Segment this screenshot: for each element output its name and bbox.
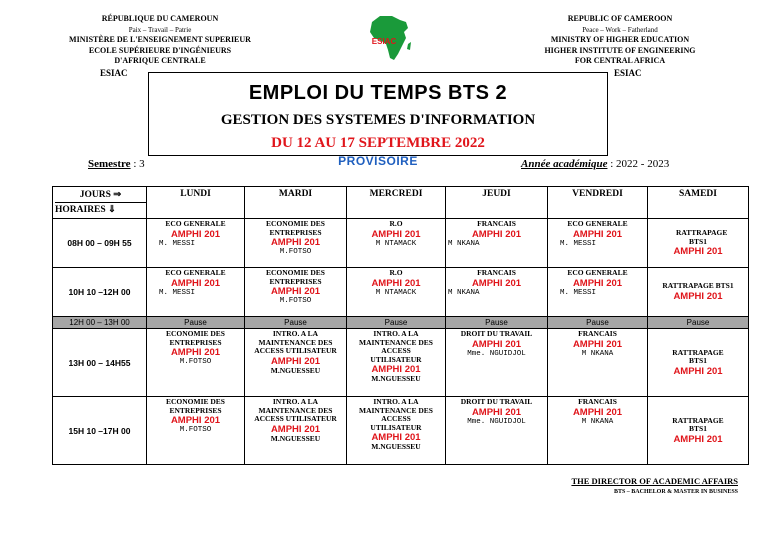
course-teacher: M.FOTSO	[179, 426, 212, 434]
course-subject: R.O	[389, 219, 403, 228]
time-cell: 08H 00 – 09H 55	[53, 219, 147, 268]
course-teacher: M.NGUESSEU	[371, 374, 421, 383]
pause-cell: Pause	[147, 317, 245, 329]
course-room: AMPHI 201	[371, 228, 421, 240]
esiac-logo	[362, 12, 418, 64]
course-room: AMPHI 201	[673, 290, 723, 302]
course-cell	[147, 268, 245, 317]
time-cell: 10H 10 –12H 00	[53, 268, 147, 317]
day-header: MERCREDI	[347, 187, 446, 219]
course-cell	[347, 268, 446, 317]
course-cell	[648, 397, 749, 465]
course-teacher: Mme. NGUIDJOL	[467, 417, 526, 426]
course-room: AMPHI 201	[572, 406, 623, 418]
africa-map-icon	[362, 12, 418, 64]
course-subject: ECONOMIE DES ENTREPRISES	[266, 268, 325, 286]
pause-cell: Pause	[245, 317, 347, 329]
course-teacher: M.FOTSO	[279, 297, 312, 305]
course-subject: RATTRAPAGE BTS1	[676, 228, 728, 246]
pause-cell: Pause	[347, 317, 446, 329]
course-cell	[245, 397, 347, 465]
day-header: MARDI	[245, 187, 347, 219]
course-subject: ECO GENERALE	[165, 219, 226, 228]
pause-cell: Pause	[648, 317, 749, 329]
course-teacher: M.NGUESSEU	[371, 442, 421, 451]
course-subject: ECO GENERALE	[567, 219, 628, 228]
course-subject: INTRO. A LA MAINTENANCE DES ACCESS UTILISATEUR	[254, 397, 337, 423]
director-signature: THE DIRECTOR OF ACADEMIC AFFAIRS	[571, 476, 738, 486]
annee-academique	[521, 158, 669, 170]
header-right-acronym: ESIAC	[614, 68, 642, 78]
course-cell	[147, 329, 245, 397]
course-teacher: M NKANA	[448, 239, 480, 248]
course-cell	[347, 397, 446, 465]
course-cell	[347, 219, 446, 268]
course-cell	[548, 268, 648, 317]
table-header-row	[53, 187, 749, 219]
header-right-motto: Peace – Work – Fatherland	[582, 25, 658, 34]
course-room: AMPHI 201	[471, 406, 522, 418]
status-label: PROVISOIRE	[338, 154, 418, 168]
course-room: AMPHI 201	[673, 246, 723, 257]
course-cell	[548, 329, 648, 397]
day-header: LUNDI	[147, 187, 245, 219]
course-subject: INTRO. A LA MAINTENANCE DES ACCESS UTILISATEUR	[359, 329, 433, 364]
course-cell	[245, 329, 347, 397]
course-subject: ECO GENERALE	[567, 268, 628, 277]
course-subject: ECONOMIE DES ENTREPRISES	[266, 219, 325, 237]
course-cell	[446, 219, 548, 268]
pause-cell: Pause	[446, 317, 548, 329]
semestre-label: Semestre	[88, 158, 131, 170]
course-room: AMPHI 201	[170, 228, 221, 240]
semestre	[88, 158, 145, 170]
course-teacher: M NKANA	[581, 349, 614, 358]
header-left-school2: D'AFRIQUE CENTRALE	[114, 56, 206, 65]
course-teacher: M.NGUESSEU	[270, 365, 321, 375]
course-room: AMPHI 201	[471, 338, 522, 350]
course-cell	[446, 268, 548, 317]
course-cell	[446, 397, 548, 465]
course-room: AMPHI 201	[673, 365, 723, 377]
course-room: AMPHI 201	[371, 432, 421, 443]
corner-cell	[53, 187, 147, 219]
day-header: VENDREDI	[548, 187, 648, 219]
table-row	[53, 329, 749, 397]
header-left-acronym: ESIAC	[100, 68, 128, 78]
course-teacher: Mme. NGUIDJOL	[467, 349, 526, 358]
course-room: AMPHI 201	[170, 347, 221, 358]
course-subject: FRANCAIS	[477, 219, 516, 228]
time-cell: 15H 10 –17H 00	[53, 397, 147, 465]
director-tagline: BTS – BACHELOR & MASTER IN BUSINESS	[613, 489, 738, 495]
course-cell	[548, 219, 648, 268]
table-row	[53, 397, 749, 465]
course-cell	[245, 219, 347, 268]
timetable	[52, 186, 749, 465]
header-left-school1: ECOLE SUPÉRIEURE D'INGÉNIEURS	[88, 45, 232, 55]
course-cell	[648, 219, 749, 268]
course-teacher: M.FOTSO	[279, 248, 312, 256]
day-header: SAMEDI	[648, 187, 749, 219]
course-cell	[648, 329, 749, 397]
course-cell	[245, 268, 347, 317]
course-room: AMPHI 201	[270, 237, 321, 248]
course-room: AMPHI 201	[471, 277, 522, 289]
header-right-ministry: MINISTRY OF HIGHER EDUCATION	[550, 35, 690, 44]
course-cell	[147, 219, 245, 268]
corner-days: JOURS ⇒	[55, 188, 146, 203]
header-right	[520, 14, 720, 67]
course-teacher: M. MESSI	[560, 288, 597, 297]
course-subject: INTRO. A LA MAINTENANCE DES ACCESS UTILISATEUR	[359, 397, 433, 432]
day-header: JEUDI	[446, 187, 548, 219]
course-room: AMPHI 201	[371, 277, 421, 289]
course-subject: RATTRAPAGE BTS1	[672, 347, 724, 365]
time-cell: 12H 00 – 13H 00	[53, 317, 147, 329]
course-subject: FRANCAIS	[578, 329, 617, 338]
course-teacher: M.FOTSO	[179, 358, 212, 366]
course-subject: ECO GENERALE	[165, 268, 226, 277]
header-left-country: RÉPUBLIQUE DU CAMEROUN	[101, 14, 219, 23]
date-range: DU 12 AU 17 SEPTEMBRE 2022	[271, 135, 485, 151]
course-subject: FRANCAIS	[477, 268, 516, 277]
course-subject: FRANCAIS	[578, 397, 617, 406]
course-room: AMPHI 201	[572, 277, 623, 289]
header-right-school2: FOR CENTRAL AFRICA	[574, 56, 666, 65]
pause-row	[53, 317, 749, 329]
course-room: AMPHI 201	[170, 415, 221, 426]
course-cell	[446, 329, 548, 397]
course-room: AMPHI 201	[673, 433, 723, 445]
course-subject: ECONOMIE DES ENTREPRISES	[166, 397, 225, 415]
time-cell: 13H 00 – 14H55	[53, 329, 147, 397]
course-room: AMPHI 201	[170, 277, 221, 289]
header-left-ministry: MINISTÈRE DE L'ENSEIGNEMENT SUPERIEUR	[69, 35, 251, 44]
pause-cell: Pause	[548, 317, 648, 329]
course-subject: R.O	[389, 268, 403, 277]
course-room: AMPHI 201	[270, 423, 321, 435]
course-subject: DROIT DU TRAVAIL	[460, 329, 533, 338]
course-room: AMPHI 201	[270, 355, 321, 367]
course-teacher: M. MESSI	[159, 239, 196, 248]
header-left-motto: Paix – Travail – Patrie	[128, 25, 192, 34]
course-teacher: M.NGUESSEU	[270, 433, 321, 443]
course-teacher: M NKANA	[448, 288, 480, 297]
page-title: EMPLOI DU TEMPS BTS 2	[248, 82, 508, 104]
course-cell	[347, 329, 446, 397]
page-subtitle: GESTION DES SYSTEMES D'INFORMATION	[220, 112, 536, 128]
course-teacher: M NTAMACK	[375, 239, 417, 248]
header-right-school1: HIGHER INSTITUTE OF ENGINEERING	[544, 45, 696, 55]
table-row	[53, 268, 749, 317]
course-room: AMPHI 201	[572, 338, 623, 350]
semestre-value: : 3	[130, 158, 145, 170]
course-teacher: M NKANA	[581, 417, 614, 426]
course-room: AMPHI 201	[471, 228, 522, 240]
table-row	[53, 219, 749, 268]
course-room: AMPHI 201	[572, 228, 623, 240]
course-room: AMPHI 201	[270, 286, 321, 297]
corner-hours: HORAIRES ⇓	[55, 205, 117, 215]
course-cell	[648, 268, 749, 317]
course-subject: INTRO. A LA MAINTENANCE DES ACCESS UTILISATEUR	[254, 329, 337, 355]
logo-text: ESIAC	[371, 37, 397, 46]
header-right-country: REPUBLIC OF CAMEROON	[567, 14, 673, 23]
course-cell	[548, 397, 648, 465]
course-teacher: M. MESSI	[159, 288, 196, 297]
annee-value: : 2022 - 2023	[607, 158, 670, 170]
course-teacher: M. MESSI	[560, 239, 597, 248]
course-cell	[147, 397, 245, 465]
course-teacher: M NTAMACK	[375, 288, 417, 297]
header-left	[60, 14, 260, 67]
course-subject: RATTRAPAGE BTS1	[672, 415, 724, 433]
annee-label: Année académique	[521, 158, 608, 170]
course-subject: ECONOMIE DES ENTREPRISES	[166, 329, 225, 347]
course-subject: RATTRAPAGE BTS1	[662, 281, 734, 291]
course-room: AMPHI 201	[371, 364, 421, 375]
course-subject: DROIT DU TRAVAIL	[460, 397, 533, 406]
